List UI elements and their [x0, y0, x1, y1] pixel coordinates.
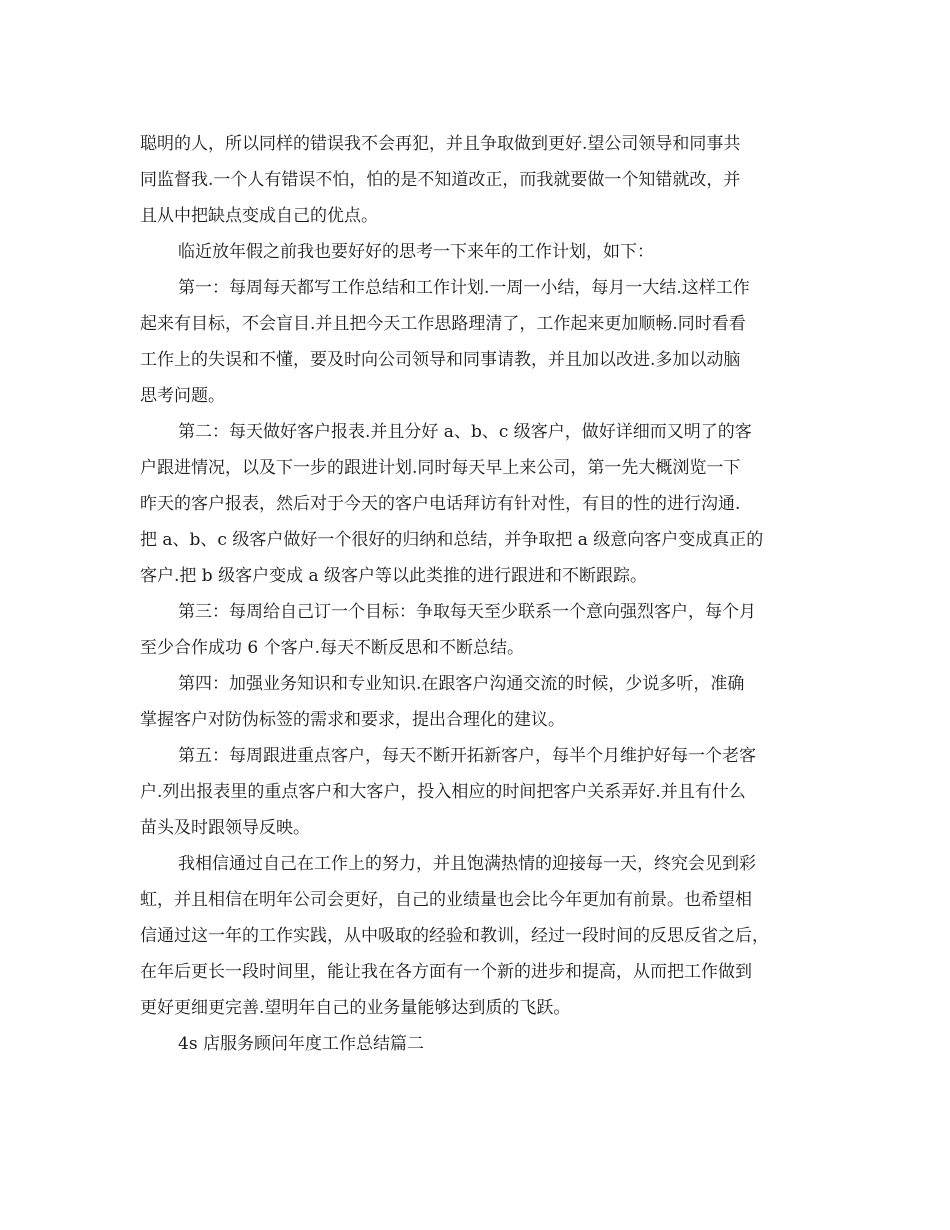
paragraph-first-line: 第三：每周给自己订一个目标：争取每天至少联系一个意向强烈客户，每个月: [178, 602, 756, 622]
paragraph-first-line: 临近放年假之前我也要好好的思考一下来年的工作计划，如下：: [178, 242, 654, 262]
paragraph-line: 聪明的人，所以同样的错误我不会再犯，并且争取做到更好.望公司领导和同事共: [140, 134, 741, 154]
paragraph-first-line: 第二：每天做好客户报表.并且分好 a、b、c 级客户，做好详细而又明了的客: [178, 422, 752, 442]
paragraph-line: 且从中把缺点变成自己的优点。: [140, 206, 378, 226]
paragraph-line: 起来有目标，不会盲目.并且把今天工作思路理清了，工作起来更加顺畅.同时看看: [140, 314, 746, 334]
paragraph-line: 苗头及时跟领导反映。: [140, 818, 310, 838]
paragraph-line: 信通过这一年的工作实践，从中吸取的经验和教训，经过一段时间的反思反省之后，: [140, 926, 769, 946]
paragraph-line: 虹，并且相信在明年公司会更好，自己的业绩量也会比今年更加有前景。也希望相: [140, 890, 752, 910]
paragraph-first-line: 第五：每周跟进重点客户，每天不断开拓新客户，每半个月维护好每一个老客: [178, 746, 756, 766]
paragraph-first-line: 我相信通过自己在工作上的努力，并且饱满热情的迎接每一天，终究会见到彩: [178, 854, 756, 874]
document-body: [140, 126, 812, 1062]
paragraph-line: 在年后更长一段时间里，能让我在各方面有一个新的进步和提高，从而把工作做到: [140, 962, 752, 982]
paragraph-line: 把 a、b、c 级客户做好一个很好的归纳和总结，并争取把 a 级意向客户变成真正的: [140, 530, 764, 550]
paragraph-line: 同监督我.一个人有错误不怕，怕的是不知道改正，而我就要做一个知错就改，并: [140, 170, 741, 190]
paragraph-first-line: 第四：加强业务知识和专业知识.在跟客户沟通交流的时候，少说多听，准确: [178, 674, 745, 694]
paragraph-line: 工作上的失误和不懂，要及时向公司领导和同事请教，并且加以改进.多加以动脑: [140, 350, 741, 370]
paragraph-line: 至少合作成功 6 个客户.每天不断反思和不断总结。: [140, 638, 525, 658]
paragraph-first-line: 第一：每周每天都写工作总结和工作计划.一周一小结，每月一大结.这样工作: [178, 278, 750, 298]
paragraph-line: 思考问题。: [140, 386, 225, 406]
paragraph-first-line: 4s 店服务顾问年度工作总结篇二: [178, 1034, 424, 1054]
paragraph-line: 客户.把 b 级客户变成 a 级客户等以此类推的进行跟进和不断跟踪。: [140, 566, 648, 586]
paragraph-line: 户跟进情况，以及下一步的跟进计划.同时每天早上来公司，第一先大概浏览一下: [140, 458, 741, 478]
paragraph-line: 昨天的客户报表，然后对于今天的客户电话拜访有针对性，有目的性的进行沟通.: [140, 494, 741, 514]
paragraph-line: 掌握客户对防伪标签的需求和要求，提出合理化的建议。: [140, 710, 565, 730]
paragraph-line: 更好更细更完善.望明年自己的业务量能够达到质的飞跃。: [140, 998, 571, 1018]
paragraph-line: 户.列出报表里的重点客户和大客户，投入相应的时间把客户关系弄好.并且有什么: [140, 782, 746, 802]
